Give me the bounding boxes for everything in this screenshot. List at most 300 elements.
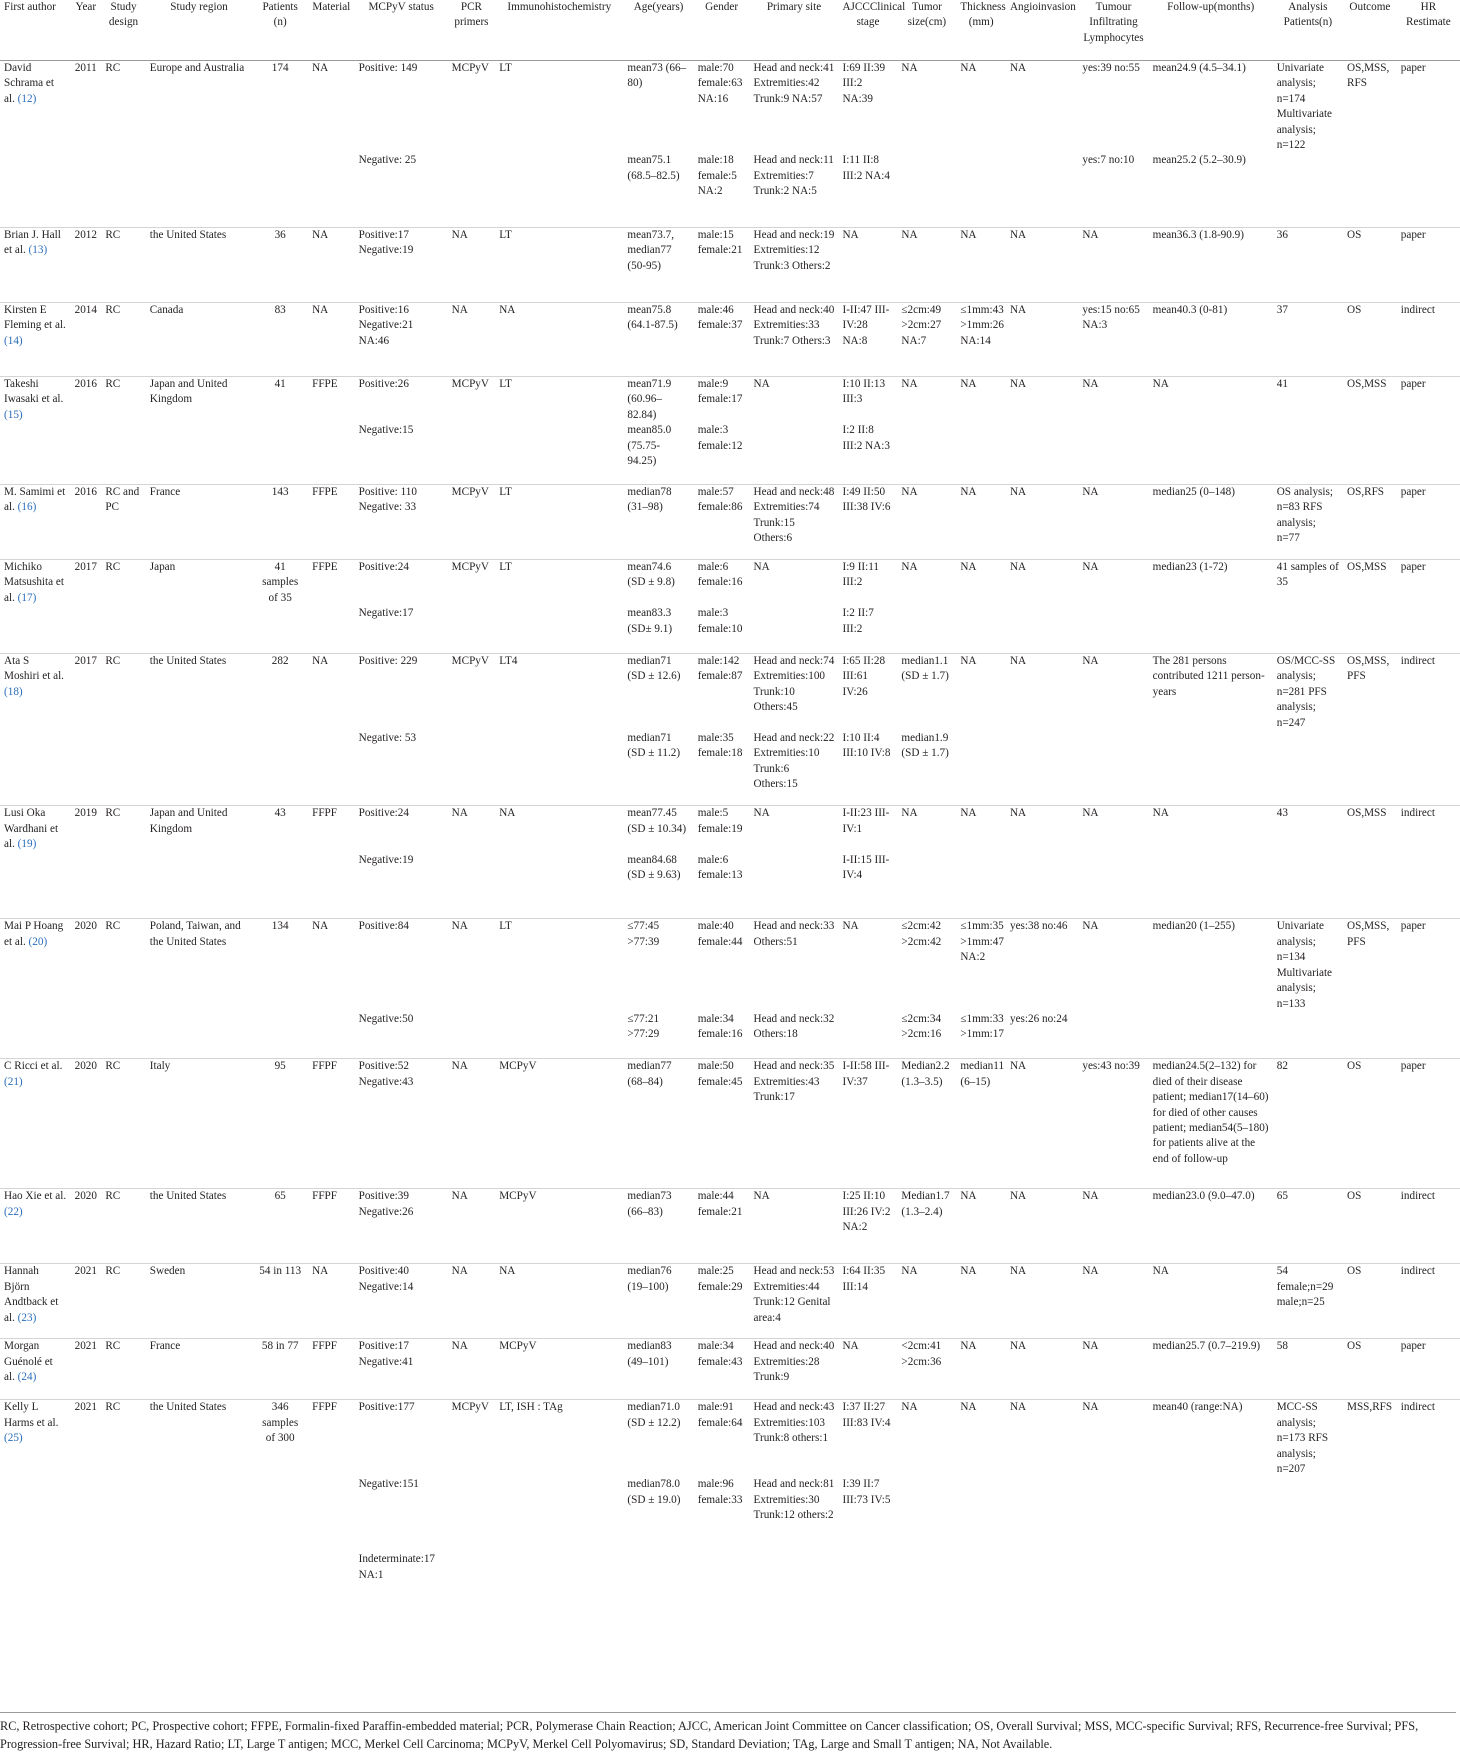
table-cell: median76 (19–100) xyxy=(623,1264,693,1339)
table-cell xyxy=(101,423,145,484)
table-cell: MCPyV xyxy=(448,484,496,559)
table-cell xyxy=(101,153,145,227)
table-cell: NA xyxy=(750,1189,839,1264)
table-cell: NA xyxy=(1149,806,1273,853)
table-cell xyxy=(1397,153,1460,227)
table-cell: I:25 II:10 III:26 IV:2 NA:2 xyxy=(838,1189,897,1264)
table-cell: NA xyxy=(838,919,897,1012)
table-cell: NA xyxy=(1078,1189,1148,1264)
table-cell: NA xyxy=(308,302,355,376)
table-cell: mean74.6 (SD ± 9.8) xyxy=(623,559,693,606)
table-cell: OS xyxy=(1343,1339,1397,1400)
table-cell: OS xyxy=(1343,302,1397,376)
first-author-cell: C Ricci et al. (21) xyxy=(0,1059,70,1189)
table-cell: NA xyxy=(901,62,918,74)
table-row xyxy=(0,919,1460,1012)
table-cell xyxy=(1006,153,1078,227)
table-cell: NA xyxy=(1078,1264,1148,1339)
first-author-cell: Kirsten E Fleming et al. (14) xyxy=(0,302,70,376)
table-cell xyxy=(70,153,101,227)
table-cell xyxy=(1397,606,1460,653)
reference-link[interactable]: (13) xyxy=(28,244,48,257)
table-cell xyxy=(495,1477,623,1552)
table-cell xyxy=(1397,1552,1460,1612)
first-author-cell xyxy=(0,1477,70,1552)
table-cell: mean24.9 (4.5–34.1) xyxy=(1152,62,1246,74)
table-cell: NA xyxy=(897,484,956,559)
table-cell: NA xyxy=(1006,1339,1078,1400)
table-cell: 2016 xyxy=(70,484,101,559)
table-row xyxy=(0,227,1460,302)
table-cell: the United States xyxy=(146,653,253,731)
table-cell: FFPE xyxy=(308,484,355,559)
table-cell xyxy=(1397,1477,1460,1552)
table-cell: 54 female;n=29 male;n=25 xyxy=(1273,1264,1343,1339)
first-author-cell xyxy=(0,853,70,919)
table-cell xyxy=(694,1552,750,1612)
table-cell: 2011 xyxy=(74,62,97,74)
reference-link[interactable]: (12) xyxy=(17,92,37,105)
table-cell: the United States xyxy=(146,1189,253,1264)
first-author-cell xyxy=(0,1552,70,1612)
table-cell xyxy=(252,153,308,227)
table-cell xyxy=(448,153,496,227)
table-cell: 2021 xyxy=(70,1400,101,1478)
table-row xyxy=(0,1552,1460,1612)
reference-link[interactable]: (21) xyxy=(4,1075,23,1088)
table-cell: NA xyxy=(838,1339,897,1400)
table-cell xyxy=(1078,853,1148,919)
table-cell: yes:43 no:39 xyxy=(1078,1059,1148,1189)
first-author-cell xyxy=(0,731,70,806)
table-cell xyxy=(1078,1012,1148,1059)
header-row xyxy=(0,0,1460,61)
table-cell: ≤2cm:34 >2cm:16 xyxy=(901,1012,942,1041)
table-cell: NA xyxy=(897,227,956,302)
table-cell: Positive:16 Negative:21 NA:46 xyxy=(355,302,448,376)
table-cell: NA xyxy=(956,376,1006,423)
reference-link[interactable]: (15) xyxy=(4,408,23,421)
table-cell: 58 in 77 xyxy=(252,1339,308,1400)
table-cell xyxy=(1273,1477,1343,1552)
table-cell xyxy=(146,731,253,806)
table-cell: median77 (68–84) xyxy=(623,1059,693,1189)
table-cell: NA xyxy=(1006,376,1078,423)
table-cell: NA xyxy=(838,227,897,302)
table-cell: Head and neck:40 Extremities:28 Trunk:9 xyxy=(750,1339,839,1400)
table-row xyxy=(0,853,1460,919)
table-cell: I:2 II:7 III:2 xyxy=(842,607,874,635)
table-cell: paper xyxy=(1397,559,1460,606)
table-cell: indirect xyxy=(1397,302,1460,376)
table-cell: median1.9 (SD ± 1.7) xyxy=(901,731,949,760)
table-cell: indirect xyxy=(1397,1189,1460,1264)
table-cell: RC xyxy=(101,302,145,376)
table-cell xyxy=(956,731,1006,806)
table-cell: I:37 II:27 III:83 IV:4 xyxy=(838,1400,897,1478)
table-cell xyxy=(956,1552,1006,1612)
table-cell: LT xyxy=(495,484,623,559)
table-cell: male:44 female:21 xyxy=(694,1189,750,1264)
table-cell: male:25 female:29 xyxy=(694,1264,750,1339)
table-cell: NA xyxy=(897,1400,956,1478)
table-cell xyxy=(101,606,145,653)
first-author-cell: Lusi Oka Wardhani et al. (19) xyxy=(0,806,70,853)
table-cell: 2020 xyxy=(70,919,101,1012)
table-cell: paper xyxy=(1397,1339,1460,1400)
table-cell: indirect xyxy=(1397,1400,1460,1478)
table-cell xyxy=(1273,423,1343,484)
table-cell: Positive: 229 xyxy=(355,653,448,731)
first-author-cell: Michiko Matsushita et al. (17) xyxy=(0,559,70,606)
table-cell xyxy=(1397,1012,1460,1059)
table-cell xyxy=(252,1012,308,1059)
table-cell: NA xyxy=(956,806,1006,853)
table-cell: median83 (49–101) xyxy=(623,1339,693,1400)
table-cell: median71 (SD ± 12.6) xyxy=(623,653,693,731)
table-cell: NA xyxy=(956,1189,1006,1264)
table-cell xyxy=(897,606,956,653)
first-author-cell: Mai P Hoang et al. (20) xyxy=(0,919,70,1012)
table-cell xyxy=(70,1477,101,1552)
table-cell xyxy=(252,423,308,484)
table-cell: 2020 xyxy=(70,1059,101,1189)
table-cell: LT4 xyxy=(495,653,623,731)
table-cell xyxy=(448,1552,496,1612)
table-cell: yes:39 no:55 xyxy=(1082,62,1140,74)
table-cell: NA xyxy=(897,559,956,606)
table-cell: 43 xyxy=(1273,806,1343,853)
table-cell: FFPF xyxy=(308,806,355,853)
table-cell: 2014 xyxy=(70,302,101,376)
table-cell: male:35 female:18 xyxy=(697,731,743,760)
table-cell: ≤1mm:43 >1mm:26 NA:14 xyxy=(956,302,1006,376)
table-cell xyxy=(1006,731,1078,806)
table-cell: 2021 xyxy=(70,1339,101,1400)
column-header: Analysis Patients(n) xyxy=(1273,0,1343,61)
table-cell xyxy=(495,153,623,227)
column-header: Age(years) xyxy=(623,0,693,61)
table-cell: male:3 female:10 xyxy=(697,607,743,635)
table-row xyxy=(0,1059,1460,1189)
table-cell: indirect xyxy=(1397,653,1460,731)
table-cell xyxy=(1273,1552,1343,1612)
table-cell: Positive: 149 xyxy=(358,62,418,74)
reference-link[interactable]: (18) xyxy=(4,685,23,698)
table-cell: I:64 II:35 III:14 xyxy=(838,1264,897,1339)
table-cell: I-II:58 III-IV:37 xyxy=(838,1059,897,1189)
column-header: Study region xyxy=(146,0,253,61)
table-cell: mean75.8 (64.1-87.5) xyxy=(623,302,693,376)
table-cell: male:40 female:44 xyxy=(694,919,750,1012)
table-row xyxy=(0,61,1460,154)
table-cell: Positive:24 xyxy=(355,806,448,853)
table-cell: NA xyxy=(1006,806,1078,853)
table-cell xyxy=(1006,1552,1078,1612)
table-cell xyxy=(308,423,355,484)
table-cell xyxy=(1273,1012,1343,1059)
table-cell: LT xyxy=(495,919,623,1012)
table-cell xyxy=(252,606,308,653)
table-cell: RC xyxy=(101,919,145,1012)
table-cell: NA xyxy=(1078,376,1148,423)
table-cell: Head and neck:22 Extremities:10 Trunk:6 Others:15 xyxy=(753,731,835,791)
first-author-cell xyxy=(0,606,70,653)
table-row xyxy=(0,1012,1460,1059)
table-cell: OS,MSS, RFS xyxy=(1347,62,1390,90)
table-cell: ≤1mm:35 >1mm:47 NA:2 xyxy=(956,919,1006,1012)
table-row xyxy=(0,606,1460,653)
table-cell: LT xyxy=(495,376,623,423)
table-cell: OS,MSS, PFS xyxy=(1343,653,1397,731)
table-cell xyxy=(1006,853,1078,919)
table-cell: FFPF xyxy=(308,1339,355,1400)
table-cell: Negative:50 xyxy=(358,1012,414,1025)
table-cell: NA xyxy=(308,919,355,1012)
table-cell: MCPyV xyxy=(495,1189,623,1264)
table-cell: RC xyxy=(101,806,145,853)
table-cell: 82 xyxy=(1273,1059,1343,1189)
table-cell: NA xyxy=(495,302,623,376)
table-cell: male:18 female:5 NA:2 xyxy=(697,154,737,198)
table-cell: FFPF xyxy=(308,1400,355,1478)
table-cell: indirect xyxy=(1397,806,1460,853)
column-header: Primary site xyxy=(750,0,839,61)
table-cell: NA xyxy=(308,1264,355,1339)
table-cell xyxy=(495,1012,623,1059)
table-cell: OS,MSS, PFS xyxy=(1343,919,1397,1012)
table-cell: MCPyV xyxy=(448,653,496,731)
table-cell xyxy=(1149,853,1273,919)
table-cell: Median1.7 (1.3–2.4) xyxy=(897,1189,956,1264)
table-cell: NA xyxy=(960,62,977,74)
table-cell: ≤2cm:49 >2cm:27 NA:7 xyxy=(897,302,956,376)
table-cell: 36 xyxy=(252,227,308,302)
table-cell: MCPyV xyxy=(448,559,496,606)
table-cell: NA xyxy=(448,806,496,853)
table-cell: Head and neck:74 Extremities:100 Trunk:10 Others:45 xyxy=(750,653,839,731)
table-cell: Univariate analysis; n=174 Multivariate analysis; n=122 xyxy=(1276,62,1333,152)
table-row xyxy=(0,1189,1460,1264)
table-cell: Canada xyxy=(146,302,253,376)
table-row xyxy=(0,1477,1460,1552)
table-cell: NA xyxy=(308,653,355,731)
table-cell: male:9 female:17 xyxy=(694,376,750,423)
reference-link[interactable]: (25) xyxy=(4,1432,23,1445)
table-row xyxy=(0,731,1460,806)
table-cell xyxy=(146,606,253,653)
reference-link[interactable]: (19) xyxy=(17,838,37,851)
table-cell xyxy=(1006,1477,1078,1552)
table-cell: indirect xyxy=(1397,1264,1460,1339)
column-header: Thickness (mm) xyxy=(956,0,1006,61)
table-cell: FFPF xyxy=(308,1189,355,1264)
table-cell: Negative: 25 xyxy=(358,154,417,167)
reference-link[interactable]: (20) xyxy=(28,935,48,948)
table-cell: LT xyxy=(495,227,623,302)
first-author-cell: M. Samimi et al. (16) xyxy=(0,484,70,559)
table-cell xyxy=(897,153,956,227)
table-cell: RC xyxy=(101,376,145,423)
table-cell: LT xyxy=(499,62,512,74)
table-cell: male:34 female:16 xyxy=(697,1012,743,1041)
table-cell: median78.0 (SD ± 19.0) xyxy=(627,1478,681,1506)
table-cell: mean85.0 (75.75- 94.25) xyxy=(627,424,672,468)
table-cell: median11 (6–15) xyxy=(956,1059,1006,1189)
table-cell: Head and neck:33 Others:51 xyxy=(750,919,839,1012)
table-cell xyxy=(146,153,253,227)
table-cell: 43 xyxy=(252,806,308,853)
table-cell: OS xyxy=(1343,227,1397,302)
table-cell: paper xyxy=(1397,376,1460,423)
table-cell: I:2 II:8 III:2 NA:3 xyxy=(842,424,891,452)
table-cell: <2cm:41 >2cm:36 xyxy=(897,1339,956,1400)
table-cell: ≤2cm:42 >2cm:42 xyxy=(897,919,956,1012)
table-cell: RC xyxy=(101,1059,145,1189)
reference-link[interactable]: (23) xyxy=(17,1311,37,1324)
table-cell: median78 (31–98) xyxy=(623,484,693,559)
table-cell: male:6 female:16 xyxy=(694,559,750,606)
table-cell: the United States xyxy=(146,1400,253,1478)
table-cell xyxy=(1343,606,1397,653)
table-cell xyxy=(956,1477,1006,1552)
table-cell: NA xyxy=(897,806,956,853)
table-cell: Negative:17 xyxy=(358,607,414,620)
table-cell: male:46 female:37 xyxy=(694,302,750,376)
table-cell: 41 samples of 35 xyxy=(252,559,308,606)
table-cell: RC xyxy=(101,1189,145,1264)
reference-link[interactable]: (14) xyxy=(4,334,23,347)
table-cell: France xyxy=(146,484,253,559)
table-cell: I:65 II:28 III:61 IV:26 xyxy=(838,653,897,731)
table-cell: NA xyxy=(1006,227,1078,302)
column-header: MCPyV status xyxy=(355,0,448,61)
table-cell: MCPyV xyxy=(451,62,489,74)
table-cell: 83 xyxy=(252,302,308,376)
table-cell xyxy=(101,1477,145,1552)
table-cell xyxy=(70,1552,101,1612)
table-cell: Positive:17 Negative:41 xyxy=(355,1339,448,1400)
table-cell xyxy=(70,731,101,806)
table-cell: 143 xyxy=(252,484,308,559)
table-cell xyxy=(308,1012,355,1059)
table-cell xyxy=(1078,1552,1148,1612)
table-cell: median23.0 (9.0–47.0) xyxy=(1149,1189,1273,1264)
table-cell xyxy=(1343,1012,1397,1059)
table-footnote: RC, Retrospective cohort; PC, Prospective cohort; FFPE, Formalin-fixed Paraffin-embedded material; PCR, Polymerase Chain Reaction; AJCC, American Joint Committee on Cancer classification; OS, Overall Survival; MSS, MCC-specific Survival; RFS, Recurrence-free Survival; PFS, Progression-free Survival; HR, Hazard Ratio; LT, Large T antigen; MCC, Merkel Cell Carcinoma; MCPyV, Merkel Cell Polyomavirus; SD, Standard Deviation; TAg, Large and Small T antigen; NA, Not Available. xyxy=(0,1712,1456,1753)
table-cell: OS xyxy=(1343,1189,1397,1264)
table-cell: paper xyxy=(1400,62,1426,74)
table-cell xyxy=(70,853,101,919)
column-header: Patients (n) xyxy=(252,0,308,61)
table-cell: NA xyxy=(956,484,1006,559)
column-header: Tumor size(cm) xyxy=(897,0,956,61)
table-cell xyxy=(146,1552,253,1612)
table-cell xyxy=(308,853,355,919)
table-row xyxy=(0,559,1460,606)
table-cell: Head and neck:40 Extremities:33 Trunk:7 Others:3 xyxy=(750,302,839,376)
table-cell: mean36.3 (1.8-90.9) xyxy=(1149,227,1273,302)
table-cell: Positive:39 Negative:26 xyxy=(355,1189,448,1264)
table-cell: NA xyxy=(495,806,623,853)
table-cell: Positive:40 Negative:14 xyxy=(355,1264,448,1339)
table-cell: Head and neck:53 Extremities:44 Trunk:12 Genital area:4 xyxy=(750,1264,839,1339)
table-cell: RC xyxy=(101,559,145,606)
table-cell: 282 xyxy=(252,653,308,731)
table-cell: median73 (66–83) xyxy=(623,1189,693,1264)
table-cell: male:96 female:33 xyxy=(697,1478,743,1506)
table-cell: Head and neck:19 Extremities:12 Trunk:3 Others:2 xyxy=(750,227,839,302)
table-cell xyxy=(1149,731,1273,806)
reference-link[interactable]: (24) xyxy=(17,1371,37,1384)
column-header: PCR primers xyxy=(448,0,496,61)
table-cell xyxy=(956,853,1006,919)
table-cell xyxy=(101,853,145,919)
column-header: Immunohistochemistry xyxy=(495,0,623,61)
table-cell: Head and neck:43 Extremities:103 Trunk:8 others:1 xyxy=(750,1400,839,1478)
table-cell: OS,MSS xyxy=(1343,376,1397,423)
table-cell: NA xyxy=(1149,376,1273,423)
table-cell: 174 xyxy=(271,62,289,74)
table-cell: I:10 II:4 III:10 IV:8 xyxy=(842,731,891,760)
table-cell: paper xyxy=(1397,1059,1460,1189)
table-cell: mean73 (66–80) xyxy=(627,62,687,90)
table-cell xyxy=(838,1012,897,1059)
table-cell: 346 samples of 300 xyxy=(252,1400,308,1478)
table-cell: 2020 xyxy=(70,1189,101,1264)
table-cell: NA xyxy=(1006,1189,1078,1264)
table-cell: MCPyV xyxy=(495,1059,623,1189)
table-cell: I-II:15 III-IV:4 xyxy=(842,853,890,882)
column-header: First author xyxy=(0,0,70,61)
table-cell xyxy=(495,1552,623,1612)
table-cell: male:50 female:45 xyxy=(694,1059,750,1189)
table-cell xyxy=(1078,1477,1148,1552)
table-cell: male:142 female:87 xyxy=(694,653,750,731)
table-cell: Positive:24 xyxy=(355,559,448,606)
table-cell: male:70 female:63 NA:16 xyxy=(697,62,743,105)
table-cell: 2016 xyxy=(70,376,101,423)
table-cell: 134 xyxy=(252,919,308,1012)
table-cell xyxy=(1273,606,1343,653)
table-cell xyxy=(750,606,839,653)
first-author-cell: Hannah Björn Andtback et al. (23) xyxy=(0,1264,70,1339)
table-cell: Head and neck:41 Extremities:42 Trunk:9 NA:57 xyxy=(753,62,835,105)
table-cell: 65 xyxy=(1273,1189,1343,1264)
table-cell: median71 (SD ± 11.2) xyxy=(627,731,681,760)
table-cell: NA xyxy=(956,227,1006,302)
table-row xyxy=(0,653,1460,731)
reference-link[interactable]: (17) xyxy=(17,591,37,604)
table-cell: France xyxy=(146,1339,253,1400)
table-body xyxy=(0,61,1460,1613)
table-cell: 2019 xyxy=(70,806,101,853)
table-cell xyxy=(70,606,101,653)
table-cell: NA xyxy=(312,62,329,74)
table-cell xyxy=(750,423,839,484)
reference-link[interactable]: (22) xyxy=(4,1205,23,1218)
table-cell: OS/MCC-SS analysis; n=281 PFS analysis; n=247 xyxy=(1273,653,1343,731)
reference-link[interactable]: (16) xyxy=(17,501,37,514)
table-cell xyxy=(1149,1552,1273,1612)
table-cell xyxy=(308,731,355,806)
table-cell xyxy=(448,423,496,484)
table-cell: I-II:47 III-IV:28 NA:8 xyxy=(838,302,897,376)
table-cell: Japan xyxy=(146,559,253,606)
table-cell xyxy=(70,423,101,484)
table-cell xyxy=(1343,1552,1397,1612)
table-cell: mean77.45 (SD ± 10.34) xyxy=(623,806,693,853)
